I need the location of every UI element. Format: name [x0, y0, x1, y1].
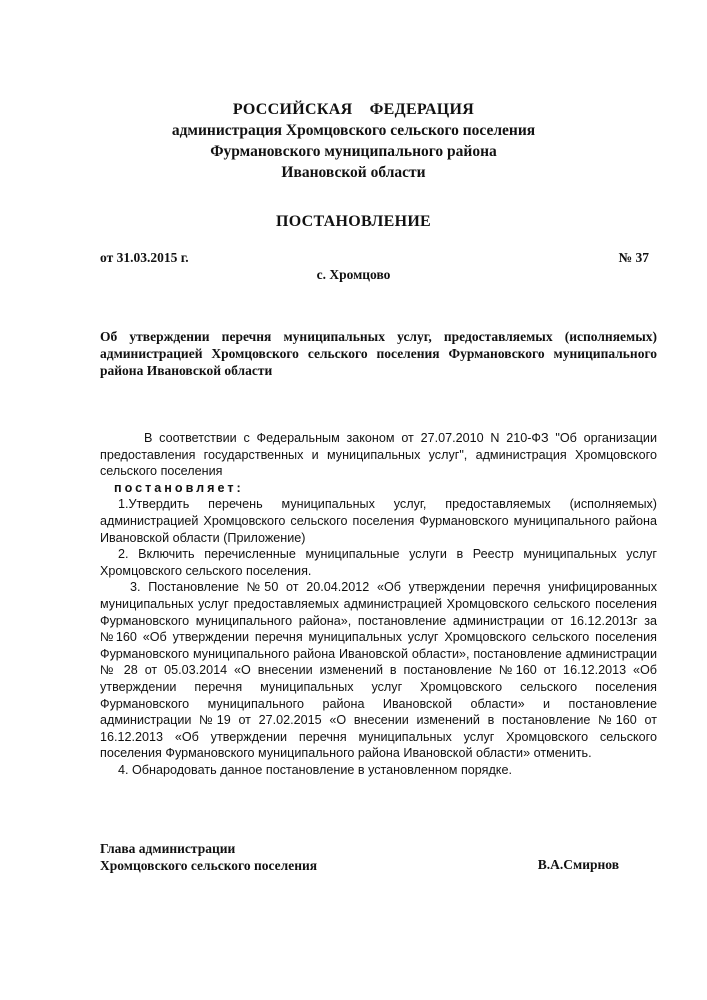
header-region: Ивановской области [281, 164, 426, 181]
signature-title-line2: Хромцовского сельского поселения [100, 858, 318, 873]
signature-title-line1: Глава администрации [100, 841, 236, 856]
document-body [100, 430, 657, 778]
item-2-paragraph: 2. Включить перечисленные муниципальные услуги в Реестр муниципальных услуг Хромцовского сельского поселения. [100, 547, 657, 578]
item-3-paragraph: 3. Постановление №50 от 20.04.2012 «Об утверждении перечня унифицированных муниципальных услуг предоставляемых администрацией Хромцовского сельского поселения Фурмановского муниципального района», постановление администрации от 16.12.2013г за №160 «Об утверждении перечня муниципальных услуг Хромцовского сельского поселения Фурмановского муниципального района Ивановской области», постановление администрации № 28 от 05.03.2014 «О внесении изменений в постановление №160 от 16.12.2013 «Об утверждении перечня муниципальных услуг Хромцовского сельского поселения Фурмановского муниципального района Ивановской области» и постановление администрации №19 от 27.02.2015 «О внесении изменений в постановление №160 от 16.12.2013 «Об утверждении перечня муниципальных услуг Хромцовского сельского поселения Фурмановского муниципального района Ивановской области» отменить. [100, 580, 657, 761]
header-district: Фурмановского муниципального района [210, 143, 497, 160]
signature-title [100, 840, 317, 874]
header-country: РОССИЙСКАЯ ФЕДЕРАЦИЯ [232, 101, 475, 118]
item-1-paragraph: 1.Утвердить перечень муниципальных услуг, предоставляемых (исполняемых) администрацией Хромцовского сельского поселения Фурмановского муниципального района Ивановской области (Приложение) [100, 497, 657, 545]
decree-word: постановляет: [114, 480, 244, 495]
preamble-paragraph: В соответствии с Федеральным законом от 27.07.2010 N 210-ФЗ "Об организации предоставления государственных и муниципальных услуг", администрация Хромцовского сельского поселения [100, 431, 657, 479]
document-header [0, 99, 707, 183]
document-place: с. Хромцово [316, 267, 391, 282]
header-administration: администрация Хромцовского сельского поселения [171, 122, 536, 139]
document-type-title: ПОСТАНОВЛЕНИЕ [275, 213, 432, 230]
signature-name: В.А.Смирнов [537, 857, 619, 872]
document-date: от 31.03.2015 г. [100, 250, 189, 265]
document-subject: Об утверждении перечня муниципальных услуг, предоставляемых (исполняемых) администрацией Хромцовского сельского поселения Фурмановского муниципального района Ивановской области [100, 329, 657, 378]
item-4-paragraph: 4. Обнародовать данное постановление в установленном порядке. [118, 762, 512, 777]
document-number: № 37 [618, 250, 649, 265]
